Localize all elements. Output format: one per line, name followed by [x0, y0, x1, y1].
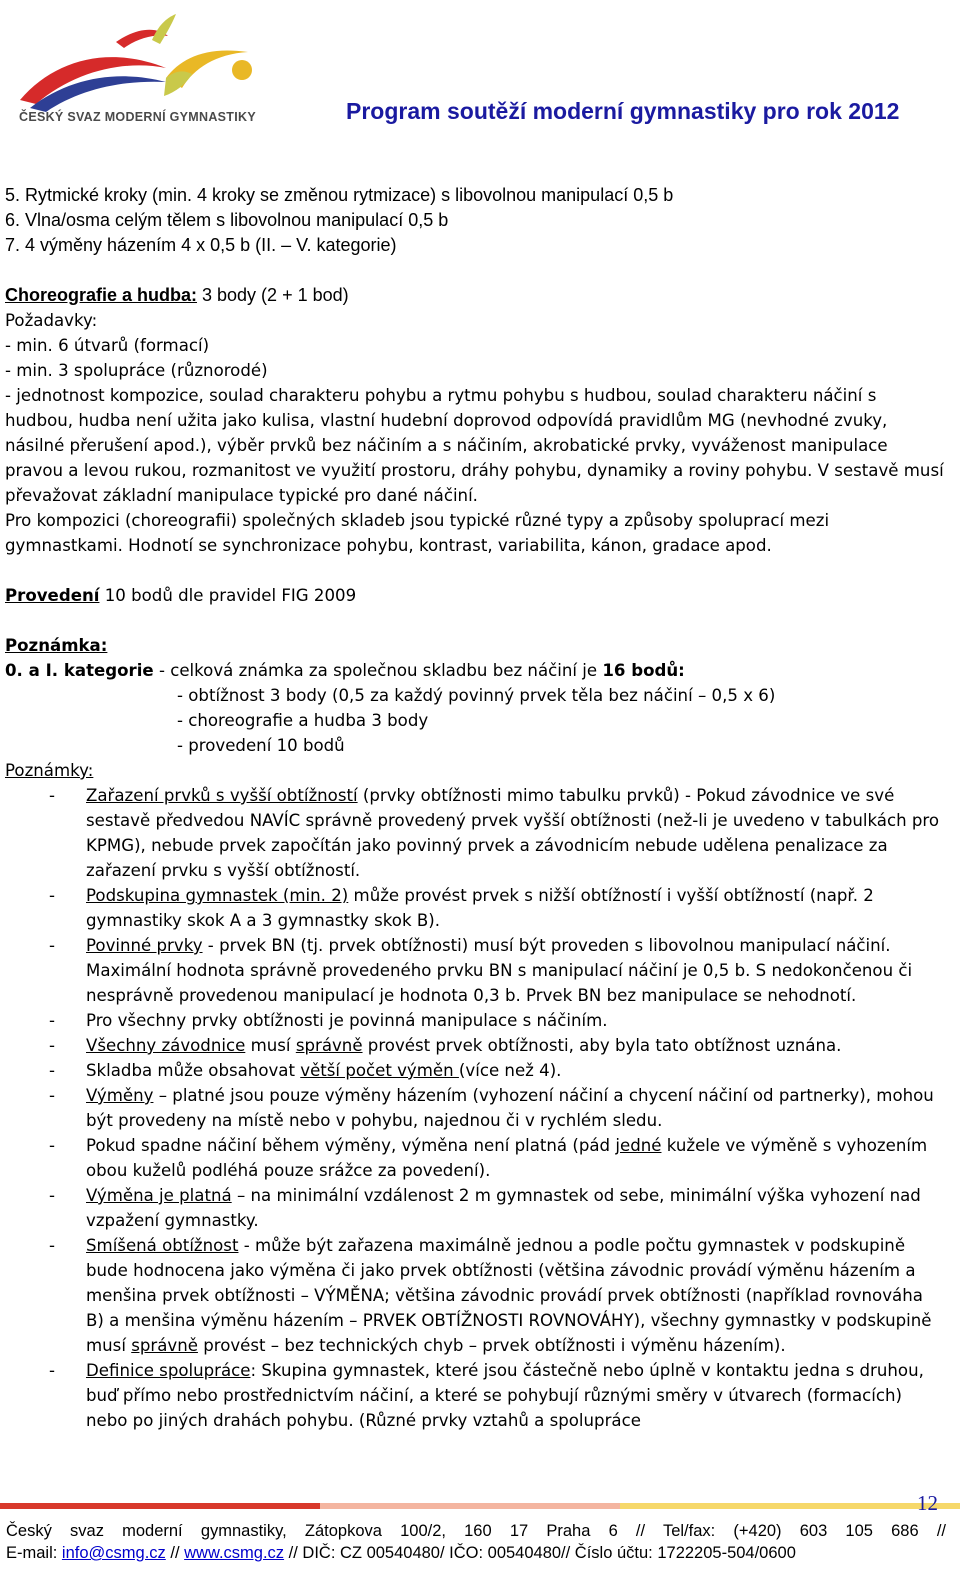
footer-address: Český svaz moderní gymnastiky, Zátopkova 100/2, 160 17 Praha 6 // Tel/fax: (+420) 603 105 686 //: [6, 1522, 946, 1540]
document-title: Program soutěží moderní gymnastiky pro rok 2012: [346, 98, 900, 124]
email-link[interactable]: info@csmg.cz: [61, 1544, 166, 1562]
category-subitem: - obtížnost 3 body (0,5 za každý povinný prvek těla bez náčiní – 0,5 x 6): [177, 686, 776, 705]
list-item: - Definice spolupráce: Skupina gymnastek, které jsou částečně nebo úplně v kontaktu jedna s druhou, buď přímo nebo prostřednictvím náčiní, a které se pohybují různými směry v útvarech (formacích) nebo po jiných drahách pohybu. (Různé prvky vztahů a spolupráce: [49, 1361, 924, 1430]
list-item: - Podskupina gymnastek (min. 2) může provést prvek s nižší obtížností i vyšší obtížností (např. 2 gymnastiky skok A a 3 gymnastky skok B).: [49, 886, 874, 930]
choreography-points: 3 body (2 + 1 bod): [197, 285, 349, 305]
list-item: - Pro všechny prvky obtížnosti je povinná manipulace s náčiním.: [49, 1011, 608, 1030]
list-item: - Pokud spadne náčiní během výměny, výměna není platná (pád jedné kužele ve výměně s vyhozením obou kuželů podléhá pouze srážce za povedení).: [49, 1136, 928, 1180]
notes-list: [5, 783, 945, 1433]
list-item: 5. Rytmické kroky (min. 4 kroky se změnou rytmizace) s libovolnou manipulací 0,5 b: [5, 185, 674, 205]
logo-text: ČESKÝ SVAZ MODERNÍ GYMNASTIKY: [19, 110, 256, 124]
execution-text: 10 bodů dle pravidel FIG 2009: [99, 586, 357, 605]
requirement-item: - min. 3 spolupráce (různorodé): [5, 361, 268, 380]
footer-contact: E-mail: info@csmg.cz // www.csmg.cz // DIČ: CZ 00540480/ IČO: 00540480// Číslo účtu: 1722205-504/0600: [6, 1544, 796, 1562]
note-heading: Poznámka:: [5, 636, 108, 655]
category-total: 16 bodů:: [602, 661, 685, 680]
list-item: - Povinné prvky - prvek BN (tj. prvek obtížnosti) musí být proveden s libovolnou manipulací náčiní. Maximální hodnota správně provedeného prvku BN s manipulací náčiní je 0,5 b. S nedokončenou či nesprávně provedenou manipulací je hodnota 0,3 b. Prvek BN bez manipulace se nehodnotí.: [49, 936, 913, 1005]
category-label: 0. a I. kategorie: [5, 661, 154, 680]
choreography-line: [5, 283, 945, 308]
list-item: - Všechny závodnice musí správně provést prvek obtížnosti, aby byla tato obtížnost uznána.: [49, 1036, 842, 1055]
category-text: - celková známka za společnou skladbu bez náčiní je: [153, 661, 603, 680]
page-number: 12: [917, 1491, 938, 1515]
category-subitem: - provedení 10 bodů: [177, 736, 345, 755]
category-line: [5, 658, 945, 683]
execution-line: [5, 583, 945, 608]
website-link[interactable]: www.csmg.cz: [184, 1544, 285, 1562]
footer-color-bar: [0, 1503, 960, 1509]
list-item: - Výměna je platná – na minimální vzdálenost 2 m gymnastek od sebe, minimální výška vyhození nad vzpažení gymnastky.: [49, 1186, 921, 1230]
list-item: - Výměny – platné jsou pouze výměny házením (vyhození náčiní a chycení náčiní od partnerky), mohou být provedeny na místě nebo v pohybu, najednou či v rychlém sledu.: [49, 1086, 934, 1130]
execution-heading: Provedení: [5, 586, 100, 605]
list-item: - Smíšená obtížnost - může být zařazena maximálně jednou a podle počtu gymnastek v podskupině bude hodnocena jako výměna či jako prvek obtížnosti (většina závodnic provádí výměnu házením a menšina prvek obtížnosti – VÝMĚNA; většina závodnic provádí prvek obtížnosti (například rovnováha B) a menšina výměnu házením – PRVEK OBTÍŽNOSTI ROVNOVÁHY), všechny gymnastky v podskupině musí správně provést – bez technických chyb – prvek obtížnosti i výměnu házením).: [49, 1236, 932, 1355]
choreography-paragraph: - jednotnost kompozice, soulad charakteru pohybu a rytmu pohybu s hudbou, soulad charakteru náčiní s hudbou, hudba není užita jako kulisa, vlastní hudební doprovod odpovídá pravidlům MG (nevhodné zvuky, násilné přerušení apod.), výběr prvků bez náčiním a s náčiním, akrobatické prvky, vyváženost manipulace pravou a levou rukou, rozmanitost ve využití prostoru, dráhy pohybu, dynamiky a roviny pohybu. V sestavě musí převažovat základní manipulace typické pro dané náčiní.: [5, 386, 944, 505]
requirement-item: - min. 6 útvarů (formací): [5, 336, 210, 355]
list-item: 7. 4 výměny házením 4 x 0,5 b (II. – V. kategorie): [5, 235, 397, 255]
document-body: [5, 183, 945, 1433]
notes-heading: Poznámky:: [5, 761, 94, 780]
choreography-paragraph: Pro kompozici (choreografii) společných skladeb jsou typické různé typy a způsoby spoluprací mezi gymnastkami. Hodnotí se synchronizace pohybu, kontrast, variabilita, kánon, gradace apod.: [5, 511, 830, 555]
list-item: - Zařazení prvků s vyšší obtížností (prvky obtížnosti mimo tabulku prvků) - Pokud závodnice ve své sestavě předvedou NAVÍC správně provedený prvek vyšší obtížnosti (než-li je uvedeno v tabulkách pro KPMG), nebude prvek započítán jako povinný prvek a závodnicím nebude udělena penalizace za zařazení prvku s vyšší obtížností.: [49, 786, 940, 880]
requirements-label: Požadavky:: [5, 311, 98, 330]
list-item: - Skladba může obsahovat větší počet výměn (více než 4).: [49, 1061, 562, 1080]
list-item: 6. Vlna/osma celým tělem s libovolnou manipulací 0,5 b: [5, 210, 449, 230]
category-subitem: - choreografie a hudba 3 body: [177, 711, 429, 730]
choreography-heading: Choreografie a hudba:: [5, 285, 198, 305]
footer: [6, 1520, 946, 1564]
